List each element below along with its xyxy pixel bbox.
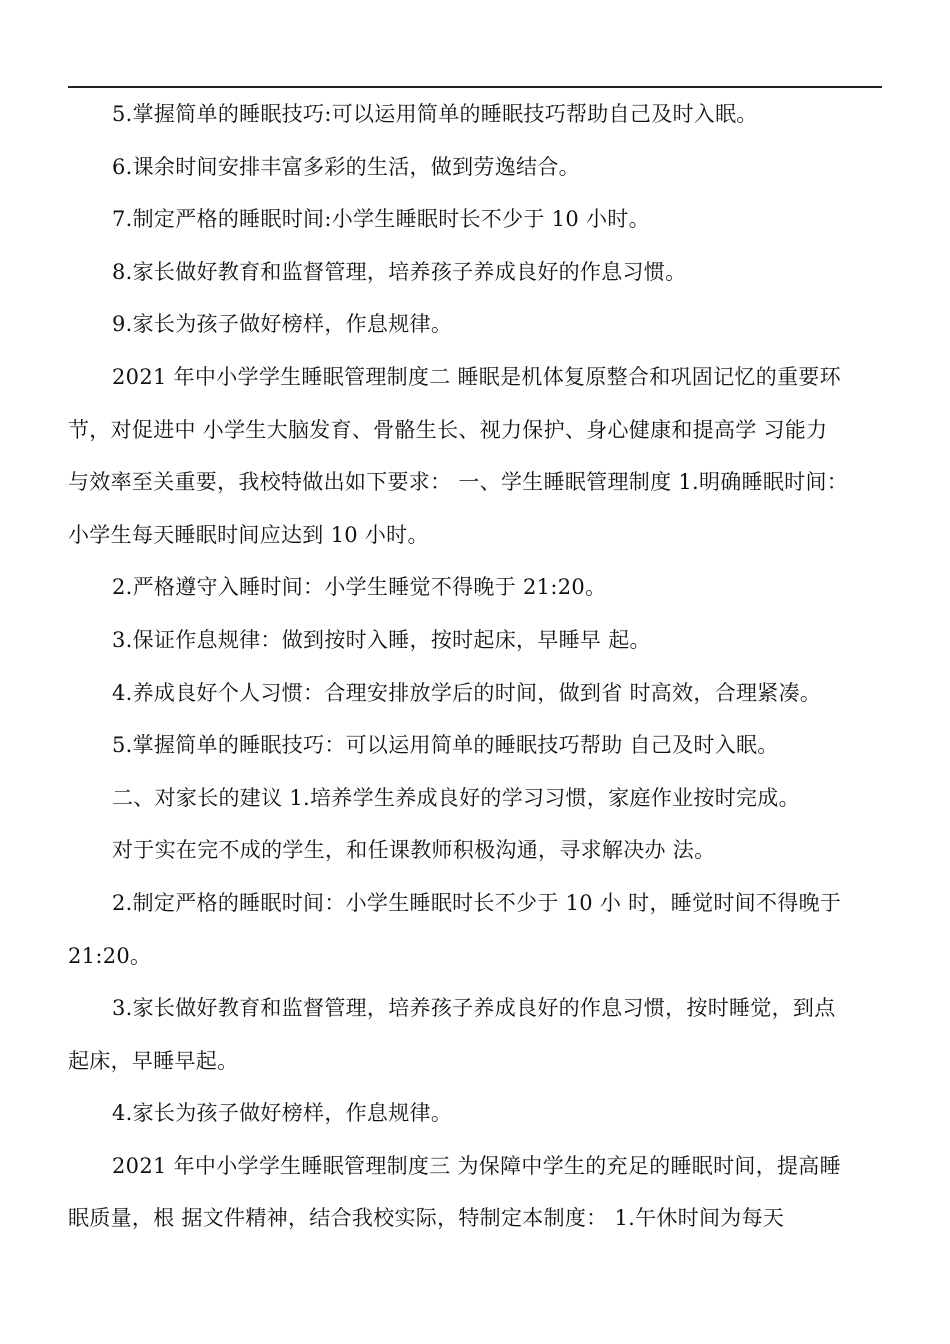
paragraph — [68, 351, 886, 561]
paragraph — [68, 824, 886, 877]
text-line: 二、对家长的建议 1.培养学生养成良好的学习习惯，家庭作业按时完成。 — [112, 785, 800, 810]
text-line: 2.严格遵守入睡时间：小学生睡觉不得晚于 21:20。 — [112, 575, 607, 600]
paragraph — [68, 719, 886, 772]
paragraph — [68, 982, 886, 1087]
paragraph — [68, 193, 886, 246]
text-line: 2021 年中小学学生睡眠管理制度三 为保障中学生的充足的睡眠时间，提高睡 — [112, 1153, 841, 1178]
paragraph — [68, 141, 886, 194]
text-line: 起床，早睡早起。 — [68, 1048, 239, 1073]
text-line: 9.家长为孩子做好榜样，作息规律。 — [112, 312, 453, 337]
text-line: 2021 年中小学学生睡眠管理制度二 睡眠是机体复原整合和巩固记忆的重要环 — [112, 364, 841, 389]
text-line: 2.制定严格的睡眠时间：小学生睡眠时长不少于 10 小 时，睡觉时间不得晚于 — [112, 890, 842, 915]
paragraph — [68, 561, 886, 614]
text-line: 5.掌握简单的睡眠技巧：可以运用简单的睡眠技巧帮助 自己及时入眠。 — [112, 733, 779, 758]
text-line: 4.家长为孩子做好榜样，作息规律。 — [112, 1101, 453, 1126]
text-line: 4.养成良好个人习惯：合理安排放学后的时间，做到省 时高效，合理紧凑。 — [112, 680, 822, 705]
text-line: 眠质量，根 据文件精神，结合我校实际，特制定本制度： 1.午休时间为每天 — [68, 1206, 785, 1231]
text-line: 3.保证作息规律：做到按时入睡，按时起床，早睡早 起。 — [112, 627, 651, 652]
text-line: 小学生每天睡眠时间应达到 10 小时。 — [68, 522, 429, 547]
text-line: 6.课余时间安排丰富多彩的生活，做到劳逸结合。 — [112, 154, 580, 179]
paragraph — [68, 1140, 886, 1245]
text-line: 对于实在完不成的学生，和任课教师积极沟通，寻求解决办 法。 — [112, 838, 716, 863]
paragraph — [68, 88, 886, 141]
text-line: 节，对促进中 小学生大脑发育、骨骼生长、视力保护、身心健康和提高学 习能力 — [68, 417, 828, 442]
paragraph — [68, 772, 886, 825]
document-body — [68, 88, 886, 1245]
paragraph — [68, 246, 886, 299]
text-line: 8.家长做好教育和监督管理，培养孩子养成良好的作息习惯。 — [112, 259, 687, 284]
paragraph — [68, 667, 886, 720]
text-line: 与效率至关重要，我校特做出如下要求： 一、学生睡眠管理制度 1.明确睡眠时间： — [68, 470, 849, 495]
paragraph — [68, 877, 886, 982]
text-line: 7.制定严格的睡眠时间:小学生睡眠时长不少于 10 小时。 — [112, 207, 650, 232]
paragraph — [68, 614, 886, 667]
text-line: 3.家长做好教育和监督管理，培养孩子养成良好的作息习惯，按时睡觉，到点 — [112, 996, 836, 1021]
paragraph — [68, 298, 886, 351]
text-line: 21:20。 — [68, 943, 152, 968]
paragraph — [68, 1087, 886, 1140]
text-line: 5.掌握简单的睡眠技巧:可以运用简单的睡眠技巧帮助自己及时入眠。 — [112, 102, 758, 126]
